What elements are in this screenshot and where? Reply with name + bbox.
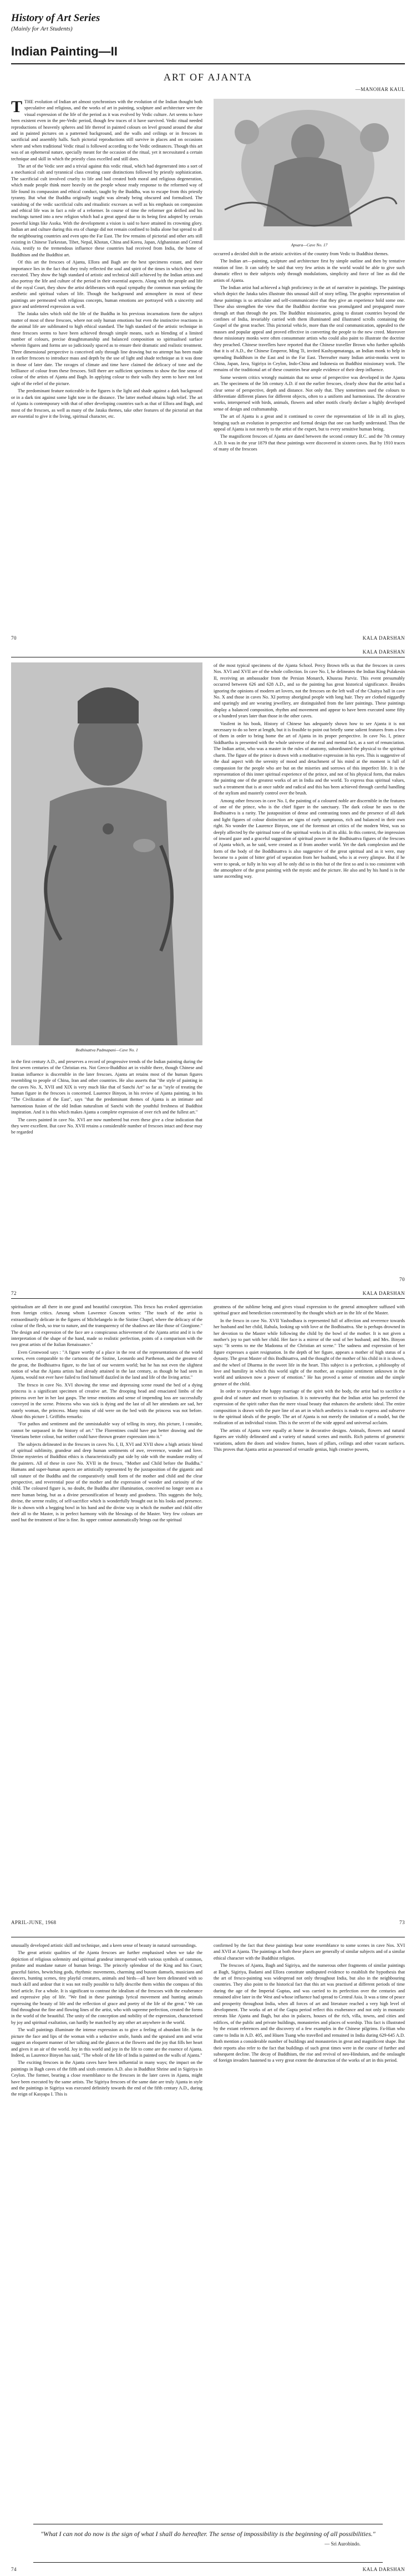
paragraph: Even Gronwood says : "A figure worthy of a place in the rest of the representations of the world scenes, even comparable to the cartoons of the Sistine, Leonardo and Parthenon, and the greatest of the great, the Bodhisattva figure, to the last of our western world; but he has not even the slightest notion of what the Ajanta artists had already attained in the last century, as though he had seen in Ajanta, would not ever have failed to find himself dazzled in the land and life of the living artist."	[11, 1349, 202, 1380]
article-title: ART OF AJANTA	[163, 72, 253, 83]
paragraph: occurred a decided shift in the artistic activities of the country from Vedic to Buddhist themes.	[214, 251, 389, 256]
paragraph: The predominant feature noticeable in the figures is the light and shade against a dark background or in a dark tint against some light tone in the distance. The latter method obtains high relief. The art of Ajanta is contemporary with that of other developing countries such as that of Ellora and Bagh, and most of the frescoes, as well as many of the Jataka themes, take other features of the pictorial art that are essential to give it the living, spiritual character, etc.	[11, 388, 202, 419]
paragraph: The great artistic qualities of the Ajanta frescoes are further emphasised when we take the depiction of religious solemnity and spiritual grandeur interspersed with various symbols of common, profane and mundane nature of human beings. The princely splendour of the King and his Court; graceful fairies, bewitching gods, rhythmic movements, charming and buxom damsels, musicians and dancers, hunting scenes, tiny playful creatures, animals and birds—all have been delineated with so much skill and ardour that it was not really possible to fully describe them within the compass of this brief article. For a whole. It is significant to contrast the idealism of the frescoes with the exuberance and expressive play of life. "We find in these paintings lyrical movement and hunting animals expressing the beauty of life and the reflection of grace and poetry of the life of the great." We can find throughout the fine and flowing lines of the artist, who with supreme perfection, created the forms in the world of the beautiful. The unity of the conception and nobility of the expression, characterised by joy and spiritual exaltation, can hardly be matched by any other art anywhere in the world.	[11, 1950, 202, 2025]
page-folio: 72	[11, 1290, 17, 1296]
page3-left-column	[11, 1304, 202, 1914]
paragraph: The art of Ajanta is a great and it continued to cover the representation of life in all its glory, bringing such an evolution in perspective and formal design that one can hardly understand. Thus the appeal of Ajanta is not merely to the artist of the expert, but to every sensitive human being.	[214, 414, 405, 432]
page-70	[0, 0, 416, 645]
part-title: Indian Painting—II	[11, 44, 118, 58]
running-head: KALA DARSHAN	[362, 1290, 405, 1296]
paragraph: The Indian artist had achieved a high proficiency in the art of narrative in paintings. The paintings which depict the Jataka tales illustrate this unusual skill of story telling. The graphic representation of these paintings is so articulate and self-communicative that they give an experience hold some one. These also strengthen the view that the Buddhist doctrine was promulgated and propagated more through art than through the pen. The Buddhist missionaries, going to distant countries beyond the confines of India, invariably carried with them illuminated and illustrated scrolls containing the Gospel of the great teacher. This pictorial vehicle, more than the oral communication, appealed to the masses and popular appeal and proved effective in converting the people to the new creed. Moreover these missionary monks were often consummate artists who could also paint to illustrate the doctrine they preached. Chinese travellers have reported that the Chinese traveller Brown who further upholds that it is of A.D., the Chinese Emperor, Ming Ti, invited Kashyapmatanga, an Indian monk to help in spreading Buddhism in the East and in the Far East. Thereafter many Indian artist-monks went to China, Japan, Java, Sigiriya in Ceylon, Indo-China and Indonesia on Buddhist missionary work. The remains of the traditional art of these countries bear ample evidence of their deep influence.	[214, 285, 405, 373]
paragraph: The fresco in cave No. XVI showing the tense and depressing scene round the bed of a dying princess is a significant specimen of creative art. The drooping head and emaciated limbs of the princess over her in her last gasps. The tense emotions and sense of impending loss are successfully conveyed in the scene. Princess who was sick is dying and the last of all her attendants are sad, her stately woman, the princess. Many trains of old were on the bed with the princess was not before. About this picture I. Griffiths remarks:	[11, 1382, 202, 1419]
running-head: KALA DARSHAN	[362, 649, 405, 655]
paragraph: In the fresco in cave No. XVII Yashodhara is represented full of affection and reverence towards her husband and her child, Rahula, looking up with love at the Bodhisattva. She is perhaps drowned in her devotion to the Master while following the child by the bowl of the mother. It is not given a mother's joy to part with her child. Her face is a mirror of the soul of her husband; and Mrs. Binyon says: "It seems to me the Madonna of the Christian art scene." The sadness and expression of her figure expresses a quiet resignation. In the depth of her figure, appears a mother of high status of a dynasty. The great Master of this Bodhisattva, and the thought of the mother of his child in it is shown, and the wheel of Dharma in the sweet life in the heart. This subject is a perfection, a philosophy of love and humility in which this world sight of the mother, an exquisite sentiment unknown in the world and unknown now a power of emotion." He has proved a sense of emotion and the simple gesture of the child.	[214, 1318, 405, 1386]
paragraph: The magnificent frescoes of Ajanta are dated between the second century B.C. and the 7th century A.D. It was in the year 1879 that these paintings were discovered in sixteen caves. But by 1910 traces of many of the frescoes	[214, 434, 405, 452]
series-subtitle: (Mainly for Art Students)	[11, 26, 73, 32]
byline: —MANOHAR KAUL	[355, 87, 405, 92]
issue-date: APRIL-JUNE, 1968	[11, 1920, 57, 1925]
figure-caption: Apsara—Cave No. 17	[291, 242, 328, 247]
running-head: KALA DARSHAN	[362, 2567, 405, 2572]
figure-caption: Bodhisattva Padmapani—Cave No. 1	[75, 1047, 138, 1052]
paragraph: TTHE evolution of Indian art almost synchronises with the evolution of the Indian thought both speculative and religious, and the works of art in painting, sculpture and architecture were the visual expression of the life of the period as it was evolved by Vedic culture. Art seems to have been existent even in the pre-Vedic period, though few traces of it have survived. Vedic ritual needed reproductions of heavenly spheres and life thereof in painted colours on level ground around the altar and in painted pictures on a patterned background, and the walls and ceilings or in frescoes in sacrificial and assembly halls. Such pictorial reproductions still survive in places and on occasions where and when traditional Vedic ritual is followed according to the Vedic ordinances. Though this art was of an ephemeral nature, specially meant for the occasion of the ritual, yet it necessitated a certain technique and skill in which the priestly class excelled and still does.	[11, 99, 202, 161]
paragraph: The art of the Vedic seer and a trivial against this vedic ritual, which had degenerated into a sort of a mechanical cult and tyrannical class creating caste distinctions followed by priestly sophistication. The sacrificial cult involved cruelty to life and had created both moral and religious degeneration, which made people think more heavily on the people whose ready response to the reformed way of life found its compassion and ethical conduct, taught by the Buddha, was to escape from this priestly tyranny. But what the Buddha originally taught was already being obscured and formalised. The vanishing of the vedic sacrificial cults and ritualistic excesses as well as his emphasis on compassion and ethical life was in fact a role of a reformer. In course of time the reformer got deified and his teachings turned into a new religion which had a great appeal due to its being first adopted by certain powerful kings like Asoka. With the development a vision is said to have attained its crowning glory. Indian art and culture during this era of change did not remain confined to India alone but spread to all the neighbouring countries and even upto the Far East. The few remains of pictorial and other arts still existing in Chinese Turkestan, Tibet, Nepal, Khotan, China and Korea, Japan, Afghanistan and Central Asia, testify to the tremendous influence these countries had received from India, the home of Buddhism and the Buddhist art.	[11, 164, 202, 257]
paragraph: The Indian art—painting, sculpture and architecture first by simple outline and then by tentative rotation of line. It can safely be said that very few artists in the world would be able to give such dramatic effect to their subjects only through modulations, simplicity and force of line as did the artists of Ajanta.	[214, 259, 405, 283]
paragraph: in the first century A.D., and preserves a record of progressive trends of the Indian painting during the first seven centuries of the Christian era. Not Greco-Buddhist art in visible there, though Chinese and Iranian influence is discernible in the later frescoes. Ajanta art retains most of the human figures resembling to people of China, Iran and other countries. He also asserts that "the style of painting in the caves No. X, XVII and XIX is very much like that of Sanchi Art" so far as "style of treating the human figure in the frescoes is concerned. Laurence Binyon, in his review of Ajanta painting, in his "The Civilization of the East", says "that the predominant themes of Ajanta is an intimate and harmonious fusion of the old Indian naturalism of Sanchi with the youthful freshness of Buddhist inspiration. And it is this which makes Ajanta a complete expression of over rich and the fullest art."	[11, 1059, 202, 1115]
bodhisattva-fresco-image	[11, 662, 202, 1045]
paragraph: Vasilent in his book, History of Chinese has adequately shown how to see Ajanta it is not necessary to do so here at length, but it is feasible to point out briefly some salient features from a few of them in order to bring home the art of Ajanta in its proper perspective. In cave No. I, prince Siddhartha is presented with the whole universe of the real and mental fact, as a sort of renunciation. The Indian artist, who was a master in the rules of anatomy, subordinated the physical to the spiritual charm. The figure of the prince is drawn with a meditative expression in his eyes. This is suggestive of the dual aspect with the serenity of mood and detachment of his mind at the moment is full of compassion for the people who are but on the miseries and sorrows of this imperfect life. It is the representation of this inner spiritual experience of the prince, and not of his physical form, that makes the painting one of the greatest works of art in India and the world. To express thus spiritual values, such a treatment that is at once subtle and radical and this has been achieved through careful handling of the stylism and masterly control over the brush.	[214, 721, 405, 796]
page-71	[0, 645, 416, 1286]
series-title: History of Art Series	[11, 12, 100, 24]
paragraph: Among other frescoes in cave No. I, the painting of a coloured noble are discernible in the features of one of the prince, who is the chief figure in the sanctuary. The dark colour he uses to the Bodhisattva is a rarity. The justaposition of dense and contrasting tones and the presence of all dark and light figures of colour distinction are signs of early sumptuous, rich and balanced in their own right. No wonder the Laurence Binyon, one of the foremost art critics of the modern West, was so deeply affected by the spiritual tone of the spiritual works in all its aliki. In this context, the impression of inward gaze and a graceful suggestion of spiritual power in the Bodhisattva figures of the frescoes of Ajanta which, as he said, were created as if from another world. Yet the dark complexion and the form of the body of the Boddhisattva is also suggestive of the great spiritual and as it were, may become to a point of bitter grief of separation from her husband, who is at every glimpse. But if he were to speak, or fully in his way all he only did so in this but of the first so and is too consistent with the atmosphere of the great painting with the mystic and the picture. He also and by his hand is in the same ascending way.	[214, 798, 405, 879]
drop-cap: T	[11, 99, 23, 116]
quote-box	[33, 2524, 383, 2563]
paragraph: The frescoes of Ajanta, Bagh and Sigiriya, and the numerous other fragments of similar paintings at Bagh, Sigiriya, Badami and Ellora constitute undisputed evidence to establish the hypothesis that the art of fresco-painting was widespread not only throughout India, but also in the neighbouring countries. They also point to the historical fact that this art was practised at different periods of time during the age of the Imperial Guptas, and was carried to its perfection over the centuries and remained alive later in the West and whose influence had spread to Central Asia. It was a time of peace and prosperity throughout India, when all forces of art and literature reached a very high level of development. The works of art of the Gupta period reflect this exuberance and not only in monastic retreats like Ajanta and Bagh, but also in palaces, houses of the rich, villa, towns, and cities and edifices, of the public and private buildings, monasteries and places of worship. This fact is illustrated by the extant references and the discovery of a few examples in the Chinese pilgrims. Fa-Hian who came to India in A.D. 405, and Hiuen Tsang who travelled and remained in India during 629-645 A.D. Both mention a considerable number of buildings and monasteries in great and magnificent shape. But their reports also refer to the fact that buildings of such great times were in the course of further and subsequent decline. The decay of Buddhism, the rise and revival of neo-Hinduism, and the onslaught of foreign invaders hastened to a very great extent the destruction of the works of art in this period.	[214, 1963, 405, 2063]
page4-right-column	[214, 1942, 405, 2514]
paragraph: spiritualism are all there in one grand and beautiful conception. This fresco has evoked appreciation from foreign critics. Among whom Lawrence Goscom writes: "The touch of the artist is extraordinarily delicate in the figures of Michelangelo in the Sistine Chapel, where the delicacy of the colour of the flesh, so true to nature, and the transparency of the shadows are like those of Giorgione." The design and expression of the face are a conspicuous achievement of the Ajanta artist and it is the interpretation of the shape of the hand, made so realistic perfection, points of a comparison with the two great artists of the Italian Renaissance."	[11, 1304, 202, 1348]
running-head: KALA DARSHAN	[362, 635, 405, 641]
paragraph: Of this art the frescoes of Ajanta, Ellora and Bagh are the best specimens extant, and their importance lies in the fact that they truly reflected the soul and spirit of the times in which they were executed. They show the high standard of artistic and technical skill achieved by the Indian artists and also portray the life and culture of the period in their essential aspects. Along with the people and life of the royal Court, they show the artist deliberates with equal sympathy the common man seeking the aesthetic and spiritual values of life. Though the background and atmosphere in most of these paintings are permeated with religious concepts, human emotions are portrayed with a sincerity and grace and unfettered expression as well.	[11, 260, 202, 309]
page-folio-right: 73	[399, 1920, 405, 1925]
paragraph: unusually developed artistic skill and technique, and a keen sense of beauty in natural surroundings.	[11, 1943, 197, 1948]
title-rule	[11, 63, 405, 64]
quote-text: "What I can not do now is the sign of what I shall do hereafter. The sense of impossibility is the beginning of all possibilities."	[40, 2530, 376, 2538]
paragraph: The subjects delineated in the frescoes in caves No. I, II, XVI and XVII show a high artistic blend of spiritual sublimity, grandeur and deep human sentiments of awe, reverence, wonder and love. Divine mysteries of Buddhist ethics is characteristically put side by side with the mundane reality of the painters. All of these in cave No. XVII in the fresco, "Mother and Child before the Buddha." Humans and super-human aspects are artistically represented by the juxtaposition of the gigantic and tall stature of the Buddha and the comparatively small form of the mother and child and the clear perspective, and reverential pose of the mother and the expression of wonder and curiosity of the child. The coloured figure is, no doubt, the Buddha after illumination, conceived no longer seen as a mere human being, but as a divine personification of beauty and goodness. This suggests the holy, divine, the serene reality, of self-sacrifice which is wonderfully brought out in his looks and presence. He is shown with a begging bowl in his hand and the divine way in which the mother and child offer their all to the Master, is in perfect harmony with the blessings of the Master. Very few colours are used but the treatment of line is fine. Its upper contour automatically brings out the spiritual	[11, 1441, 202, 1523]
page2-right-column	[214, 662, 405, 1275]
page-folio: 74	[11, 2567, 17, 2572]
paragraph: greatness of the sublime being and gives visual expression to the general atmosphere suffused with spiritual grace and benediction concentrated by the thought which are in the life of the Master.	[214, 1304, 405, 1316]
apsara-fresco-image	[214, 99, 405, 240]
header-rule	[11, 1298, 405, 1299]
paragraph: The artists of Ajanta were equally at home in decorative designs. Animals, flowers and natural figures are visibly delineated and a variety of natural scenes and motifs. Rich patterns of geometric variations, adorn the doors and window frames, bases of pillars, ceilings and other vacant surfaces. This proves that Ajanta artist as possessed of versatile genius, high creative powers,	[214, 1428, 405, 1452]
page2-left-column	[11, 1059, 202, 1275]
page-74	[0, 1929, 416, 2576]
paragraph: The wall paintings illuminate the intense expression as to give a feeling of abundant life. In the picture the face and lips of the woman with a seductive smile, hands and the upraised arm and wrist suggest an eloquent manner of her talking and the glances at the flowers and the joy that fills her heart and gives it an air of the world. Joy in this world and joy in the life to come are the essence of Ajanta. Indeed, as Laurence Binyon has said, "The whole of the life of India is painted on the walls of Ajanta."	[11, 2027, 202, 2058]
page4-left-column	[11, 1942, 202, 2514]
paragraph: In order to reproduce the happy marriage of the spirit with the body, the artist had to sacrifice a good deal of nature and resort to stylisation. It is noteworthy that the Indian artist has preferred the expression of the spirit rather than the mere visual beauty that enhances the aesthetic ideal. The entire composition is drawn with the pure line of an art in which aesthetics is made to express and subserve to the spiritual ideals of the people. The art of Ajanta is not merely the imitation of a model, but the realization of an individual vision. This is the secret of the wide appeal and universal acclaim.	[214, 1389, 405, 1426]
paragraph: Some western critics wrongly maintain that no sense of perspective was developed in the Ajanta art. The specimens of the 5th century A.D. if not the earlier frescoes, clearly show that the artist had a clear sense of perspective, depth and distance. Not only that. They sometimes used the colours to differentiate different planes for different objects, often to a uniform and harmonious. The decorative works, interspersed with birds, animals, flowers and other motifs clearly declare a highly developed sense of design and craftsmanship.	[214, 374, 405, 412]
page-folio: 70	[11, 635, 17, 641]
page-folio: 70	[399, 1277, 405, 1282]
page1-right-column	[214, 251, 405, 626]
quote-author: — Sri Aurobindo.	[324, 2541, 361, 2547]
page-72	[0, 1286, 416, 1929]
page3-right-column	[214, 1304, 405, 1914]
paragraph: of the most typical specimens of the Ajanta School. Percy Brown tells us that the frescoes in caves Nos. XVI and XVII are of the whole collection. In cave No. I, he delineates the Indian King Pulakesin II, receiving an ambassador from the Persian Monarch, Khusrau Parviz. This event presumably occurred between 626 and 628 A.D., and so the painting has great historical significance. Besides ignoring the opinions of modern art lovers, not the frescoes on the left wall of the Chaitya hall in cave No. X and those in caves No. XI portray aboriginal people with long hair. They are clothed niggardly and sparingly and are wearing jewellery, are distinguished from the later paintings. These paintings display a balanced composition, rhythm and movement and appear to have been executed some fifty or a hundred years later than those in the other caves.	[214, 663, 405, 719]
paragraph: The caves painted in cave No. XVI are now numbered but even these give a clear indication that they were excellent. But cave No. XVII retains a considerable number of frescoes intact and these may be regarded	[11, 1117, 202, 1135]
paragraph: The Jataka tales which told the life of the Buddha in his previous incarnations form the subject matter of most of these frescoes, where not only human emotions but even the instinctive reactions in the animal life are sublimated to high ethical standard. The high standard of the artistic technique in these frescoes seems to have been achieved through simple means, such as blending of a limited number of colours, precise draughtsmanship and balanced composition so spiritualised surface wherein figures and forms are so judiciously spaced as to ensure their dramatic and realistic treatment. Three dimensional perspective is conceived only through line drawing but no attempt has been made in earlier frescoes to introduce mass and depth by the use of light and shade technique as it was done in those of later date. The ravages of climate and time have claimed the delicacy of tone and the brilliance of colour from these frescoes. Still there are sufficient specimens to show the fine sense of colour of the artists of Ajanta and Bagh. In applying colour to their walls they seem to have not lost sight of the relief of the picture.	[11, 311, 202, 386]
page1-left-column	[11, 99, 202, 626]
paragraph: The exciting frescoes in the Ajanta caves have been influential in many ways; the impact on the paintings in Bagh caves of the fifth and sixth centuries A.D. also in Buddhist Shrine and in Sigiriya in Ceylon. The former, bearing a close resemblance to the frescoes in the later caves in Ajanta, might have been executed by the same artists. The Sigiriya frescoes of the same date are truly Ajanta in style and the paintings in Sigiriya was executed definitely towards the end of the fifth century A.D., during the reign of Kasyapa I. This is	[11, 2060, 202, 2097]
paragraph: confirmed by the fact that these paintings bear some resemblance to some scenes in cave Nos. XVI and XVII at Ajanta. The paintings at both these places are generally of similar subjects and of a similar ethical character with the Buddhist religion.	[214, 1943, 405, 1961]
paragraph: "For pathos and sentiment and the unmistakable way of telling its story, this picture, I consider, cannot be surpassed in the history of art." The Florentines could have put better drawing and the Venetians better colour, but neither could have thrown greater expression into it."	[11, 1421, 202, 1440]
